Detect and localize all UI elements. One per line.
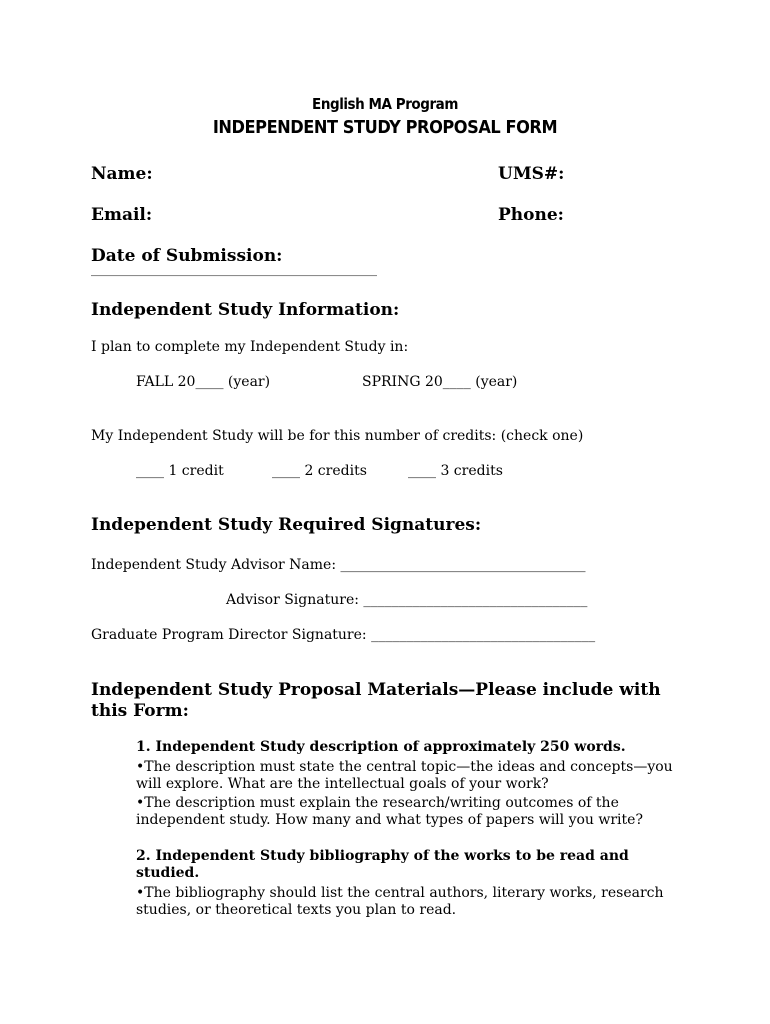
program-title: English MA Program <box>312 95 458 113</box>
item2-title: 2. Independent Study bibliography of the works to be read and studied. <box>136 848 629 881</box>
item1-bullet-1: •The description must state the central topic—the ideas and concepts—you will explore. What are the intellectual goals of your work? <box>136 759 673 792</box>
credits-text: My Independent Study will be for this number of credits: (check one) <box>91 428 584 444</box>
director-signature-line: Graduate Program Director Signature: ________________________________ <box>91 627 596 643</box>
submission-date-label: Date of Submission: <box>91 246 283 266</box>
divider-rule: ____________________________________________ <box>91 262 377 277</box>
credit-option-1: ____ 1 credit <box>136 463 224 479</box>
credit-option-2: ____ 2 credits <box>272 463 367 479</box>
plan-text: I plan to complete my Independent Study in: <box>91 339 409 355</box>
email-label: Email: <box>91 205 153 225</box>
advisor-name-line: Independent Study Advisor Name: ___________________________________ <box>91 557 586 573</box>
ums-label: UMS#: <box>498 164 565 184</box>
phone-label: Phone: <box>498 205 564 225</box>
materials-heading: Independent Study Proposal Materials—Please include with this Form: <box>91 680 661 721</box>
form-title: INDEPENDENT STUDY PROPOSAL FORM <box>212 117 558 138</box>
signatures-heading: Independent Study Required Signatures: <box>91 515 482 535</box>
item1-title: 1. Independent Study description of approximately 250 words. <box>136 739 626 755</box>
item1-bullet-2: •The description must explain the research/writing outcomes of the independent study. How many and what types of papers will you write? <box>136 795 643 828</box>
name-label: Name: <box>91 164 153 184</box>
info-heading: Independent Study Information: <box>91 300 400 320</box>
spring-option: SPRING 20____ (year) <box>362 374 518 390</box>
advisor-signature-line: Advisor Signature: ________________________________ <box>226 592 588 608</box>
item2-bullet-1: •The bibliography should list the central authors, literary works, research studies, or theoretical texts you plan to read. <box>136 885 664 918</box>
credit-option-3: ____ 3 credits <box>408 463 503 479</box>
fall-option: FALL 20____ (year) <box>136 374 271 390</box>
